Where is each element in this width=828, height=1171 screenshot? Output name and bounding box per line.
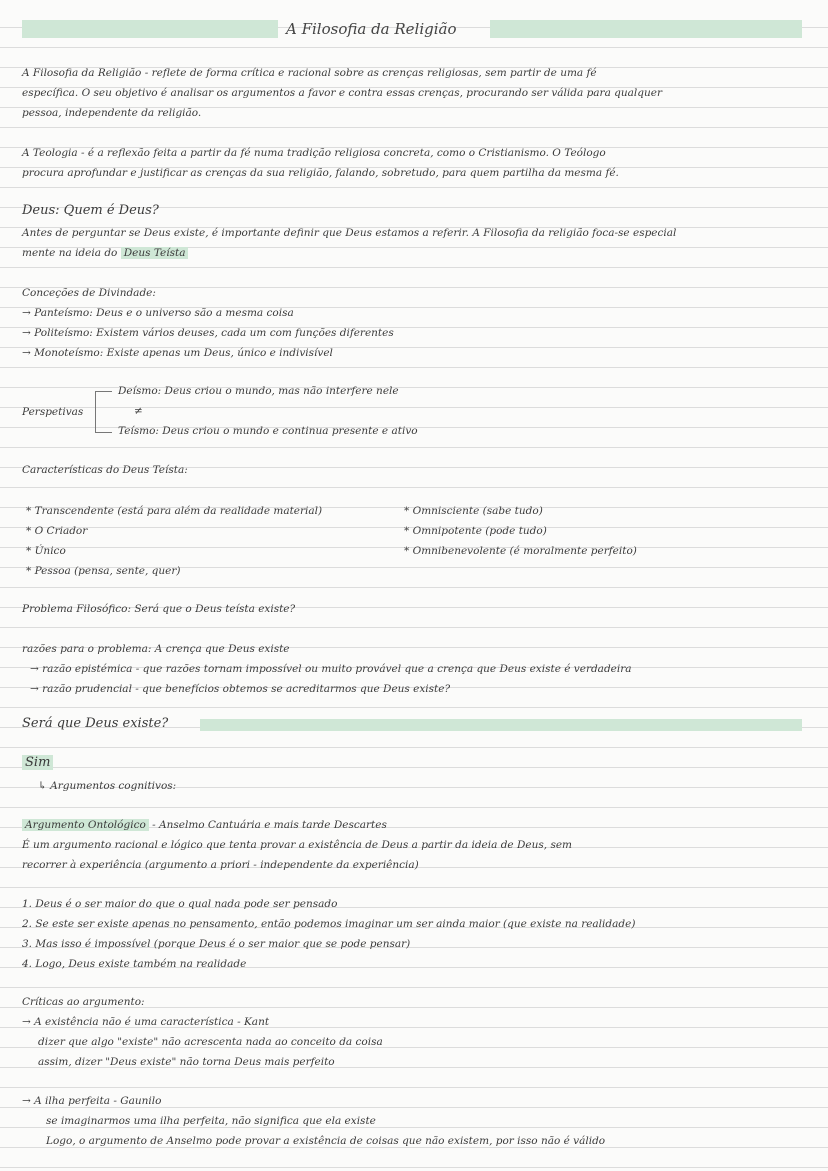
characteristic-left: * Único	[26, 545, 66, 557]
not-equal-sign: ≠	[134, 405, 143, 417]
title-band-right	[490, 20, 802, 38]
section-heading-god: Deus: Quem é Deus?	[22, 203, 159, 218]
ontological-step: 2. Se este ser existe apenas no pensamento, então podemos imaginar um ser ainda maior (que existe na realidade)	[22, 918, 636, 930]
kant-critique: assim, dizer "Deus existe" não torna Deus mais perfeito	[38, 1056, 335, 1068]
ontological-desc: É um argumento racional e lógico que tenta provar a existência de Deus a partir da ideia de Deus, sem	[22, 839, 572, 851]
gaunilo-critique: se imaginarmos uma ilha perfeita, não significa que ela existe	[46, 1115, 376, 1127]
exists-heading: Será que Deus existe?	[22, 716, 169, 731]
yes-highlight: Sim	[22, 755, 53, 770]
theism-line: Teísmo: Deus criou o mundo e continua presente e ativo	[118, 425, 418, 437]
god-line-1: Antes de perguntar se Deus existe, é importante definir que Deus estamos a referir. A Filosofia da religião foca-se especial	[22, 227, 677, 239]
reason-item: → razão epistémica - que razões tornam impossível ou muito provável que a crença que Deus existe é verdadeira	[30, 663, 632, 675]
cognitive-arguments: ↳ Argumentos cognitivos:	[38, 780, 177, 792]
god-line-2	[22, 246, 188, 260]
characteristics-heading: Características do Deus Teísta:	[22, 464, 188, 476]
ontological-step: 4. Logo, Deus existe também na realidade	[22, 958, 247, 970]
theist-god-highlight: Deus Teísta	[121, 247, 189, 259]
perspectives-label: Perspetivas	[22, 406, 84, 418]
ontological-heading	[22, 818, 387, 832]
characteristic-right: * Omnipotente (pode tudo)	[404, 525, 547, 537]
page-title: A Filosofia da Religião	[286, 20, 457, 38]
conception-item: → Panteísmo: Deus e o universo são a mesma coisa	[22, 307, 294, 319]
ontological-highlight: Argumento Ontológico	[22, 819, 149, 831]
ontological-desc: recorrer à experiência (argumento a priori - independente da experiência)	[22, 859, 419, 871]
conceptions-heading: Conceções de Divindade:	[22, 287, 156, 299]
characteristic-right: * Omnisciente (sabe tudo)	[404, 505, 543, 517]
gaunilo-critique: → A ilha perfeita - Gaunilo	[22, 1095, 162, 1107]
ontological-step: 1. Deus é o ser maior do que o qual nada pode ser pensado	[22, 898, 338, 910]
yes-label	[22, 756, 53, 770]
reasons-heading: razões para o problema: A crença que Deus existe	[22, 643, 290, 655]
theology-line-2: procura aprofundar e justificar as crenças da sua religião, falando, sobretudo, para quem partilha da mesma fé.	[22, 167, 619, 179]
gaunilo-critique: Logo, o argumento de Anselmo pode provar a existência de coisas que não existem, por isso não é válido	[46, 1135, 606, 1147]
kant-critique: dizer que algo "existe" não acrescenta nada ao conceito da coisa	[38, 1036, 383, 1048]
god-line-2-text: mente na ideia do	[22, 247, 118, 259]
characteristic-right: * Omnibenevolente (é moralmente perfeito)	[404, 545, 637, 557]
ontological-step: 3. Mas isso é impossível (porque Deus é o ser maior que se pode pensar)	[22, 938, 411, 950]
characteristic-left: * O Criador	[26, 525, 88, 537]
characteristic-left: * Transcendente (está para além da realidade material)	[26, 505, 323, 517]
title-band-left	[22, 20, 278, 38]
exists-band	[200, 719, 802, 731]
theology-line-1: A Teologia - é a reflexão feita a partir da fé numa tradição religiosa concreta, como o Cristianismo. O Teólogo	[22, 147, 606, 159]
reason-item: → razão prudencial - que benefícios obtemos se acreditarmos que Deus existe?	[30, 683, 451, 695]
intro-line-3: pessoa, independente da religião.	[22, 107, 202, 119]
deism-line: Deísmo: Deus criou o mundo, mas não interfere nele	[118, 385, 399, 397]
intro-line-1: A Filosofia da Religião - reflete de forma crítica e racional sobre as crenças religiosas, sem partir de uma fé	[22, 67, 597, 79]
problem-statement: Problema Filosófico: Será que o Deus teísta existe?	[22, 603, 296, 615]
ontological-authors: - Anselmo Cantuária e mais tarde Descartes	[152, 819, 387, 831]
perspectives-bracket	[95, 391, 112, 433]
conception-item: → Politeísmo: Existem vários deuses, cada um com funções diferentes	[22, 327, 394, 339]
conception-item: → Monoteísmo: Existe apenas um Deus, único e indivisível	[22, 347, 333, 359]
kant-critique: → A existência não é uma característica - Kant	[22, 1016, 270, 1028]
critiques-heading: Críticas ao argumento:	[22, 996, 145, 1008]
characteristic-left: * Pessoa (pensa, sente, quer)	[26, 565, 181, 577]
intro-line-2: específica. O seu objetivo é analisar os argumentos a favor e contra essas crenças, procurando ser válida para qualquer	[22, 87, 662, 99]
